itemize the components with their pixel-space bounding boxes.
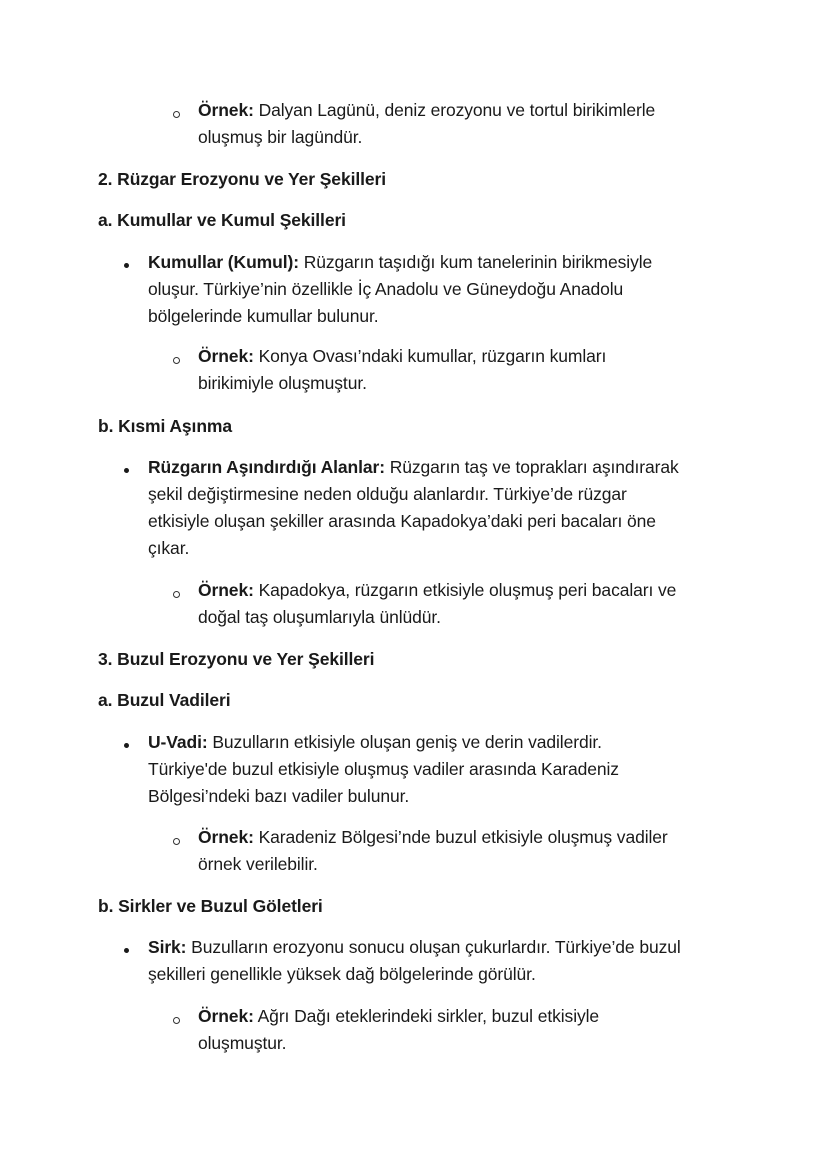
section-heading-ruzgar: 2. Rüzgar Erozyonu ve Yer Şekilleri [98, 169, 386, 189]
sub-bullet-icon [173, 838, 180, 845]
uvadi-line3: Bölgesi’ndeki bazı vadiler bulunur. [148, 786, 410, 806]
term-label: Rüzgarın Aşındırdığı Alanlar: [148, 457, 385, 477]
subsection-heading-kumullar: a. Kumullar ve Kumul Şekilleri [98, 210, 346, 230]
sub-bullet-icon [173, 357, 180, 364]
asinma-line3: etkisiyle oluşan şekiller arasında Kapadokya’daki peri bacaları öne [148, 511, 656, 531]
sub-bullet-icon [173, 1017, 180, 1024]
sirk-line1: Sirk: Buzulların erozyonu sonucu oluşan çukurlardır. Türkiye’de buzul [148, 937, 681, 957]
bullet-icon [124, 263, 129, 268]
example-label: Örnek: [198, 580, 254, 600]
section-heading-buzul: 3. Buzul Erozyonu ve Yer Şekilleri [98, 649, 375, 669]
example-label: Örnek: [198, 346, 254, 366]
term-label: Kumullar (Kumul): [148, 252, 299, 272]
example-kapadokya-line1: Örnek: Kapadokya, rüzgarın etkisiyle oluşmuş peri bacaları ve [198, 580, 677, 600]
term-label: Sirk: [148, 937, 187, 957]
example-konya-line2: birikimiyle oluşmuştur. [198, 373, 367, 393]
kumul-line2: oluşur. Türkiye’nin özellikle İç Anadolu ve Güneydoğu Anadolu [148, 279, 624, 299]
subsection-heading-sirkler: b. Sirkler ve Buzul Göletleri [98, 896, 323, 916]
example-label: Örnek: [198, 827, 254, 847]
sirk-line2: şekilleri genellikle yüksek dağ bölgelerinde görülür. [148, 964, 536, 984]
term-label: U-Vadi: [148, 732, 208, 752]
example-karadeniz-line2: örnek verilebilir. [198, 854, 318, 874]
subsection-heading-asinma: b. Kısmi Aşınma [98, 416, 232, 436]
uvadi-line2: Türkiye'de buzul etkisiyle oluşmuş vadiler arasında Karadeniz [148, 759, 619, 779]
example-label: Örnek: [198, 100, 254, 120]
kumul-line3: bölgelerinde kumullar bulunur. [148, 306, 379, 326]
example-agri-line2: oluşmuştur. [198, 1033, 287, 1053]
example-dalyan-line2: oluşmuş bir lagündür. [198, 127, 363, 147]
bullet-icon [124, 743, 129, 748]
example-kapadokya-line2: doğal taş oluşumlarıyla ünlüdür. [198, 607, 441, 627]
example-agri-line1: Örnek: Ağrı Dağı eteklerindeki sirkler, buzul etkisiyle [198, 1006, 600, 1026]
asinma-line4: çıkar. [148, 538, 190, 558]
example-label: Örnek: [198, 1006, 254, 1026]
bullet-icon [124, 948, 129, 953]
example-dalyan-line1: Örnek: Dalyan Lagünü, deniz erozyonu ve tortul birikimlerle [198, 100, 656, 120]
bullet-icon [124, 468, 129, 473]
kumul-line1: Kumullar (Kumul): Rüzgarın taşıdığı kum tanelerinin birikmesiyle [148, 252, 653, 272]
asinma-line2: şekil değiştirmesine neden olduğu alanlardır. Türkiye’de rüzgar [148, 484, 627, 504]
uvadi-line1: U-Vadi: Buzulların etkisiyle oluşan geniş ve derin vadilerdir. [148, 732, 602, 752]
subsection-heading-vadiler: a. Buzul Vadileri [98, 690, 231, 710]
sub-bullet-icon [173, 591, 180, 598]
example-karadeniz-line1: Örnek: Karadeniz Bölgesi’nde buzul etkisiyle oluşmuş vadiler [198, 827, 668, 847]
sub-bullet-icon [173, 111, 180, 118]
example-konya-line1: Örnek: Konya Ovası’ndaki kumullar, rüzgarın kumları [198, 346, 607, 366]
asinma-line1: Rüzgarın Aşındırdığı Alanlar: Rüzgarın taş ve toprakları aşındırarak [148, 457, 679, 477]
